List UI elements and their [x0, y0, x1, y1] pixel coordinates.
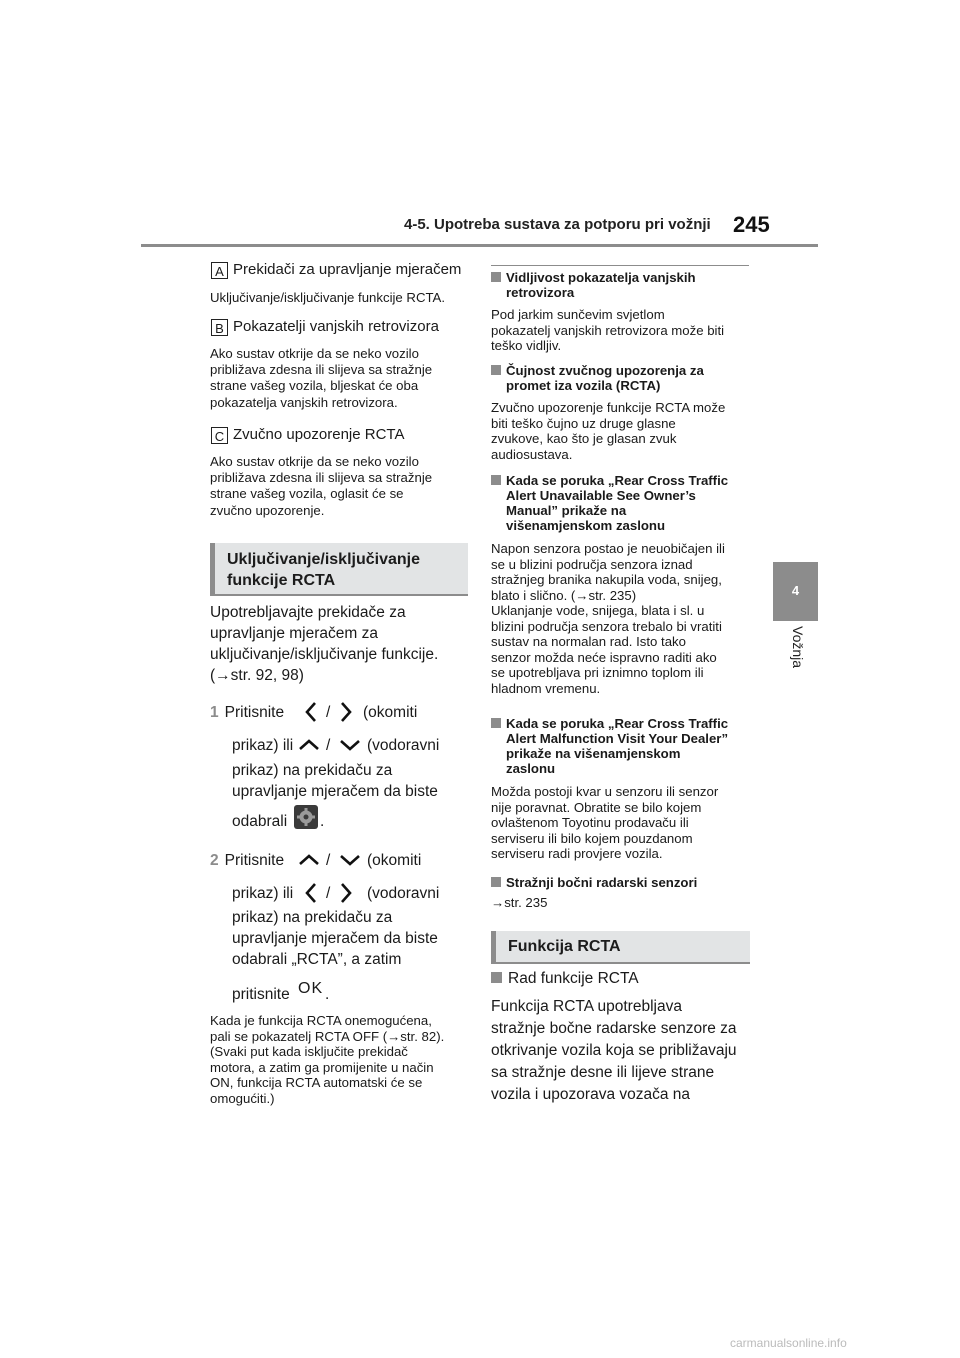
text-line: Pod jarkim sunčevim svjetlom: [491, 307, 665, 322]
text-line: stražnjeg branika nakupila voda, snijeg,: [491, 572, 722, 587]
text-line: promet iza vozila (RCTA): [506, 378, 661, 393]
intro-text: [210, 602, 472, 686]
note-text: [491, 541, 753, 696]
text-line: Vidljivost pokazatelja vanjskih: [506, 270, 696, 285]
text-line: sustav na normalan rad. Isto tako: [491, 634, 686, 649]
text-line: otkrivanje vozila koja se približavaju: [491, 1042, 737, 1059]
text: Pritisnite: [224, 704, 285, 721]
chevron-right-icon: [339, 701, 353, 723]
text-line: Zvučno upozorenje funkcije RCTA može: [491, 400, 726, 415]
text: prikaz) ili: [232, 737, 294, 754]
header-rule: [141, 244, 818, 247]
text-line: sa stražnje desne ili lijeve strane: [491, 1064, 715, 1081]
text-line: višenamjenskom zaslonu: [506, 518, 666, 533]
note-heading-malfunction-message: [491, 716, 756, 776]
step-number: 2: [210, 852, 219, 869]
text-line: strane vašeg vozila, bljeskat će oba: [210, 378, 419, 394]
label-box-a: A: [211, 262, 228, 279]
text-line: retrovizora: [506, 285, 575, 300]
text-line: ON, funkcija RCTA automatski će se: [210, 1075, 423, 1090]
chevron-right-icon: [339, 882, 353, 904]
item-a-title: Prekidači za upravljanje mjeračem: [233, 261, 462, 278]
text-line: (Svaki put kada isključite prekidač: [210, 1044, 408, 1059]
body-text: [491, 996, 753, 1106]
text-line: uključivanje/isključivanje funkcije.: [210, 646, 439, 663]
text: (okomiti: [363, 704, 418, 721]
section-heading-rcta-function: Funkcija RCTA: [491, 931, 750, 964]
text-line: Ako sustav otkrije da se neko vozilo: [210, 346, 419, 361]
text-line: Alert Malfunction Visit Your Dealer”: [506, 731, 729, 746]
note-text: [491, 895, 753, 911]
item-a-heading: [211, 261, 461, 279]
ok-button-icon: OK: [298, 980, 324, 997]
chevron-left-icon: [304, 882, 318, 904]
text-line: zvučno upozorenje.: [210, 502, 325, 518]
text-line: upravljanje mjeračem da biste: [232, 783, 438, 800]
watermark: carmanualsonline.info: [730, 1336, 847, 1350]
bullet-square-icon: [491, 365, 501, 375]
item-b-heading: [211, 318, 439, 336]
item-c-desc: [210, 454, 470, 519]
item-a-desc: [210, 290, 470, 306]
chevron-down-icon: [339, 853, 361, 867]
text: (okomiti: [367, 852, 422, 869]
chevron-left-icon: [304, 701, 318, 723]
text-line: Čujnost zvučnog upozorenja za: [506, 363, 704, 378]
note-text: [491, 400, 753, 462]
slash: /: [326, 852, 331, 869]
chevron-up-icon: [298, 738, 320, 752]
text-line: se u blizini područja senzora iznad: [491, 556, 693, 572]
text-line: Ako sustav otkrije da se neko vozilo: [210, 454, 419, 469]
bullet-square-icon: [491, 972, 502, 983]
item-b-title: Pokazatelji vanjskih retrovizora: [233, 318, 439, 335]
text-line: (→str. 92, 98): [210, 667, 304, 684]
text-line: serviseru ili bilo kojem pouzdanom: [491, 830, 693, 846]
text-line: pokazatelj vanjskih retrovizora može biti: [491, 322, 725, 338]
label-box-b: B: [211, 319, 228, 336]
text-line: nije poravnat. Obratite se bilo kojem: [491, 799, 702, 815]
text-line: Kada je funkcija RCTA onemogućena,: [210, 1013, 432, 1028]
text-line: biti teško čujno uz druge glasne: [491, 415, 676, 431]
text-line: pokazatelja vanjskih retrovizora.: [210, 394, 398, 410]
text-line: →str. 235: [491, 895, 548, 910]
text-line: upravljanje mjeračem za: [210, 625, 378, 642]
text-line: odabrali „RCTA”, a zatim: [232, 951, 402, 968]
item-c-heading: [211, 426, 404, 444]
text-line: zaslonu: [506, 761, 556, 776]
slash: /: [326, 737, 331, 754]
bullet-square-icon: [491, 475, 501, 485]
text-line: audiosustava.: [491, 446, 573, 462]
text-line: zvukove, kao što je glasan zvuk: [491, 431, 677, 446]
note-heading-mirror-visibility: [491, 270, 756, 300]
step-2-line-1: [210, 850, 284, 871]
text-line: Kada se poruka „Rear Cross Traffic: [506, 716, 729, 731]
text-line: upravljanje mjeračem da biste: [232, 930, 438, 947]
text-line: strane vašeg vozila, oglasit će se: [210, 486, 404, 502]
text: (vodoravni: [367, 885, 440, 902]
note-heading-unavailable-message: [491, 473, 756, 533]
bullet-square-icon: [491, 877, 501, 887]
chevron-down-icon: [339, 738, 361, 752]
chapter-title: 4-5. Upotreba sustava za potporu pri vožnji: [404, 216, 711, 233]
text-line: se upotrebljava pri iznimno toplom ili: [491, 665, 704, 680]
note-heading-radar-sensors: [491, 875, 756, 890]
text-line: vozila i upozorava vozača na: [491, 1086, 691, 1103]
bullet-square-icon: [491, 718, 501, 728]
text: (vodoravni: [367, 737, 440, 754]
step-number: 1: [210, 704, 219, 721]
text-line: prikaže na višenamjenskom: [506, 746, 681, 761]
page-number: 245: [733, 212, 770, 237]
text-line: Manual” prikaže na: [506, 503, 627, 518]
note-text: [210, 1013, 472, 1106]
text-line: približava zdesna ili slijeva sa stražnje: [210, 470, 433, 486]
text: odabrali: [232, 813, 288, 830]
slash: /: [326, 704, 331, 721]
bullet-square-icon: [491, 272, 501, 282]
subheading-rcta-operation: [491, 970, 639, 988]
column-rule: [491, 265, 749, 266]
label-box-c: C: [211, 427, 228, 444]
item-b-desc: [210, 346, 470, 411]
text-line: serviseru radi provjere vozila.: [491, 846, 663, 861]
text-line: Napon senzora postao je neuobičajen ili: [491, 541, 725, 556]
note-heading-buzzer-audibility: [491, 363, 756, 393]
chapter-tab-label: Vožnja: [790, 626, 806, 669]
text-line: približava zdesna ili slijeva sa stražnje: [210, 362, 433, 378]
chapter-tab-number: 4: [791, 583, 800, 598]
section-title-line: funkcije RCTA: [227, 572, 336, 589]
note-text: [491, 784, 753, 862]
text-line: teško vidljiv.: [491, 338, 562, 353]
text-line: Možda postoji kvar u senzoru ili senzor: [491, 784, 719, 799]
chevron-up-icon: [298, 853, 320, 867]
text: Rad funkcije RCTA: [508, 970, 639, 987]
text-line: senzor možda neće ispravno raditi ako: [491, 649, 717, 665]
settings-gear-icon: [294, 805, 318, 829]
text-line: Stražnji bočni radarski senzori: [506, 875, 698, 890]
text: prikaz) ili: [232, 885, 294, 902]
text-line: prikaz) na prekidaču za: [232, 762, 393, 779]
text: .: [320, 813, 325, 830]
text: .: [325, 986, 330, 1003]
text-line: Funkcija RCTA upotrebljava: [491, 998, 682, 1015]
text-line: motora, a zatim ga promijenite u način: [210, 1059, 434, 1075]
text: Pritisnite: [224, 852, 285, 869]
text-line: Uklanjanje vode, snijega, blata i sl. u: [491, 603, 705, 618]
text: pritisnite: [232, 986, 290, 1003]
text-line: omogućiti.): [210, 1090, 275, 1106]
text-line: Upotrebljavajte prekidače za: [210, 604, 406, 621]
text-line: hladnom vremenu.: [491, 680, 601, 696]
section-title-line: Uključivanje/isključivanje: [227, 551, 420, 568]
text-line: blizini područja senzora trebalo bi vratiti: [491, 618, 722, 634]
text-line: pali se pokazatelj RCTA OFF (→str. 82).: [210, 1028, 445, 1044]
text-line: Kada se poruka „Rear Cross Traffic: [506, 473, 729, 488]
slash: /: [326, 885, 331, 902]
text-line: Alert Unavailable See Owner’s: [506, 488, 696, 503]
item-c-title: Zvučno upozorenje RCTA: [233, 426, 405, 443]
step-1-line-1: [210, 702, 284, 723]
text-line: blato i slično. (→str. 235): [491, 587, 637, 603]
text-line: stražnje bočne radarske senzore za: [491, 1020, 737, 1037]
text-line: ovlaštenom Toyotinu prodavaču ili: [491, 815, 689, 830]
section-heading-rcta-toggle: [210, 543, 468, 596]
text-line: Uključivanje/isključivanje funkcije RCTA.: [210, 290, 446, 305]
text-line: prikaz) na prekidaču za: [232, 909, 393, 926]
note-text: [491, 307, 753, 354]
